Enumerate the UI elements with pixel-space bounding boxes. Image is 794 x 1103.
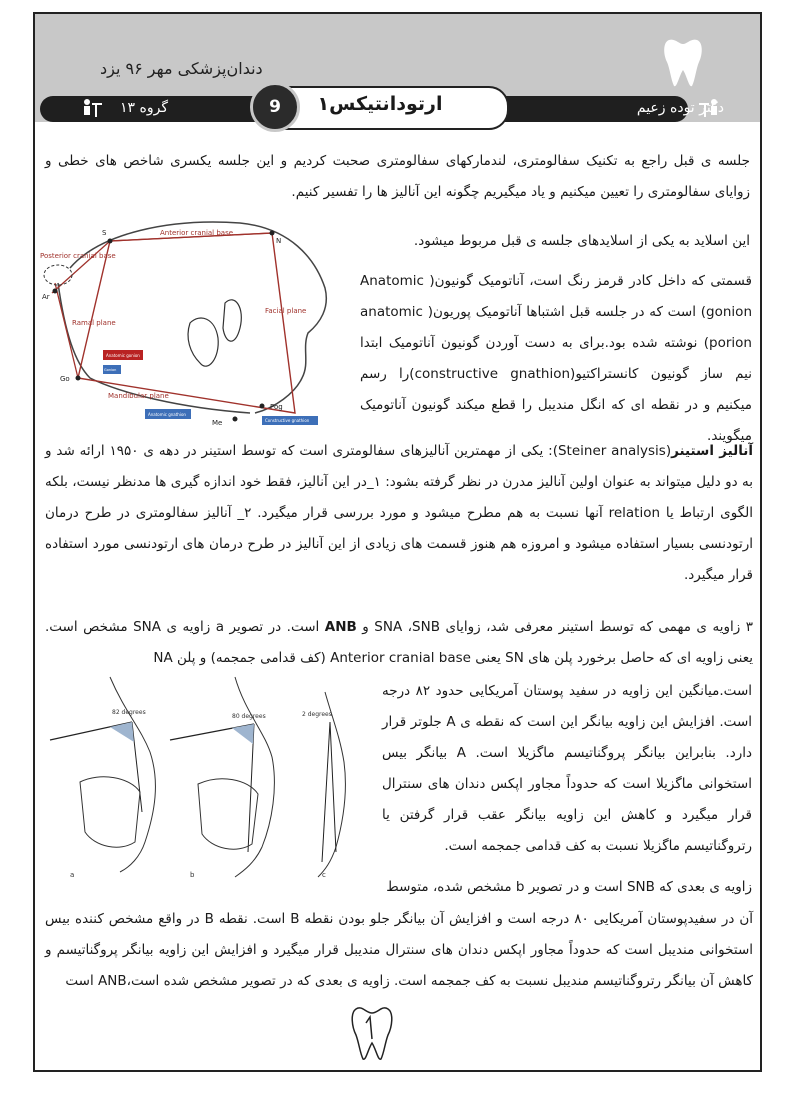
go-point-label: Go xyxy=(60,375,70,383)
sna-angle-label: 82 degrees xyxy=(112,709,146,716)
snb-angle-label: 80 degrees xyxy=(232,713,266,720)
sna-description: است. در تصویر a زاویه ی SNA مشخص است. یعنی زاویه ای که حاصل برخورد پلن های SN یعنی Anterior cranial base (کف قدامی جمجمه) و پلن NA xyxy=(45,619,753,666)
tooth-logo-icon xyxy=(661,36,705,88)
n-point-label: N xyxy=(276,237,282,245)
cephalometric-tracing-figure xyxy=(40,213,340,425)
session-number-badge: 9 xyxy=(250,82,300,132)
panel-b-letter: b xyxy=(190,871,195,879)
pog-point-label: Pog xyxy=(270,403,283,411)
facial-plane-label: Facial plane xyxy=(265,307,307,315)
steiner-term: (Steiner analysis) xyxy=(552,443,672,459)
steiner-heading: آنالیز استینر xyxy=(671,443,753,459)
s-point-label: S xyxy=(102,229,107,237)
slide-reference-paragraph: این اسلاید به یکی از اسلایدهای جلسه ی قبل مربوط میشود. xyxy=(413,233,750,249)
anatomic-gonion-paragraph: قسمتی که داخل کادر قرمز رنگ است، آناتومیک گونیون( Anatomic gonion) است که در جلسه قبل اشتباها آناتومیک پوریون( anatomic porion) نوشته شده بود.برای به دست آوردن گونیون آناتومیک ابتدا نیم ساز گونیون کانستراکتیو(constructive gnathion)را رسم میکنیم و در نقطه ای که انگل مندیبل را قطع میکند گونیون آناتومیک میگویند. xyxy=(360,273,752,444)
constructive-gnathion-box: Constructive gnathion xyxy=(265,418,310,423)
steiner-description: : یکی از مهمترین آنالیزهای سفالومتری است که توسط استینر در دهه ی ۱۹۵۰ ارائه شد و به دو دلیل میتواند به عنوان اولین آنالیز مدرن در نظر گرفته بشود: ۱_در این آنالیز، فقط خود اندازه گیری ها مدنظر نیست، بلکه الگوی ارتباط یا relation آنها نسبت به هم مطرح میشود و مورد بررسی قرار میگیرد. ۲_ آنالیز سفالومتری در طرح درمان ارتودنسی بسیار استفاده میشود و امروزه هم هنوز قسمت های زیادی از این آنالیز در طرح درمان های ارتودنسی مورد استفاده قرار میگیرد. xyxy=(45,443,753,583)
anatomic-gonion-box: Anatomic gonion xyxy=(106,353,140,358)
footer-tooth-icon xyxy=(348,1003,396,1063)
anb-angle-label: 2 degrees xyxy=(302,711,332,718)
intro-paragraph: جلسه ی قبل راجع به تکنیک سفالومتری، لندمارکهای سفالومتری صحبت کردیم و این جلسه یکسری شاخص های خطی و زوایای سفالومتری را تعیین میکنیم و یاد میگیریم چگونه این آنالیز ها را تفسیر کنیم. xyxy=(45,153,750,200)
posterior-cranial-label: Posterior cranial base xyxy=(40,252,116,260)
gonion-box: Gonion xyxy=(104,368,117,372)
mandibular-plane-label: Mandibular plane xyxy=(108,392,169,400)
steiner-analysis-paragraph xyxy=(45,436,753,591)
me-point-label: Me xyxy=(212,419,223,425)
page-title: ارتودانتیکس۱ xyxy=(317,93,443,115)
anterior-cranial-label: Anterior cranial base xyxy=(160,229,234,237)
angle-tracings-figure xyxy=(40,672,370,882)
panel-c-letter: c xyxy=(322,871,326,879)
panel-a-letter: a xyxy=(70,871,75,879)
ar-point-label: Ar xyxy=(42,293,50,301)
snb-paragraph: آن در سفیدپوستان آمریکایی ۸۰ درجه است و افزایش آن بیانگر جلو بودن نقطه B است. نقطه B در واقع مشخص کننده بیس استخوانی مندیبل است که حدوداً مجاور اپکس دندان های سنترال مندیبل قرار میگیرد و افزایش این زاویه بیانگر پروگناتیسم و کاهش آن بیانگر رتروگناتیسم مندیبل نسبت به کف جمجمه است. زاویه ی بعدی که در تصویر مشخص شده است،ANB است xyxy=(45,911,753,989)
group-number: گروه ۱۳ xyxy=(120,100,168,116)
angles-paragraph xyxy=(45,612,753,674)
ramal-plane-label: Ramal plane xyxy=(72,319,116,327)
anatomic-gnathion-box: Anatomic gnathion xyxy=(148,412,186,417)
course-subject: دندان‌پزشکی مهر ۹۶ یزد xyxy=(100,59,263,78)
sna-mean-paragraph: است.میانگین این زاویه در سفید پوستان آمریکایی حدود ۸۲ درجه است. افزایش این زاویه بیانگر این است که نقطه ی A جلوتر قرار دارد. بنابراین بیانگر پروگناتیسم ماگزیلا است. A بیانگر بیس استخوانی ماگزیلا است که حدوداً مجاور اپکس دندان های سنترال قرار میگیرد و کاهش این زاویه بیانگر عقب قرار گرفتن یا رتروگناتیسم ماگزیلا نسبت به کف قدامی جمجمه است. xyxy=(382,683,753,854)
snb-intro-line: زاویه ی بعدی که SNB است و در تصویر b مشخص شده، متوسط xyxy=(386,879,752,895)
teacher-icon xyxy=(80,97,104,119)
instructor-name: دکتر توده زعیم xyxy=(636,100,724,116)
angles-intro: ۳ زاویه ی مهمی که توسط استینر معرفی شد، زوایای SNA ،SNB و xyxy=(356,619,753,635)
anb-term: ANB xyxy=(324,619,357,635)
